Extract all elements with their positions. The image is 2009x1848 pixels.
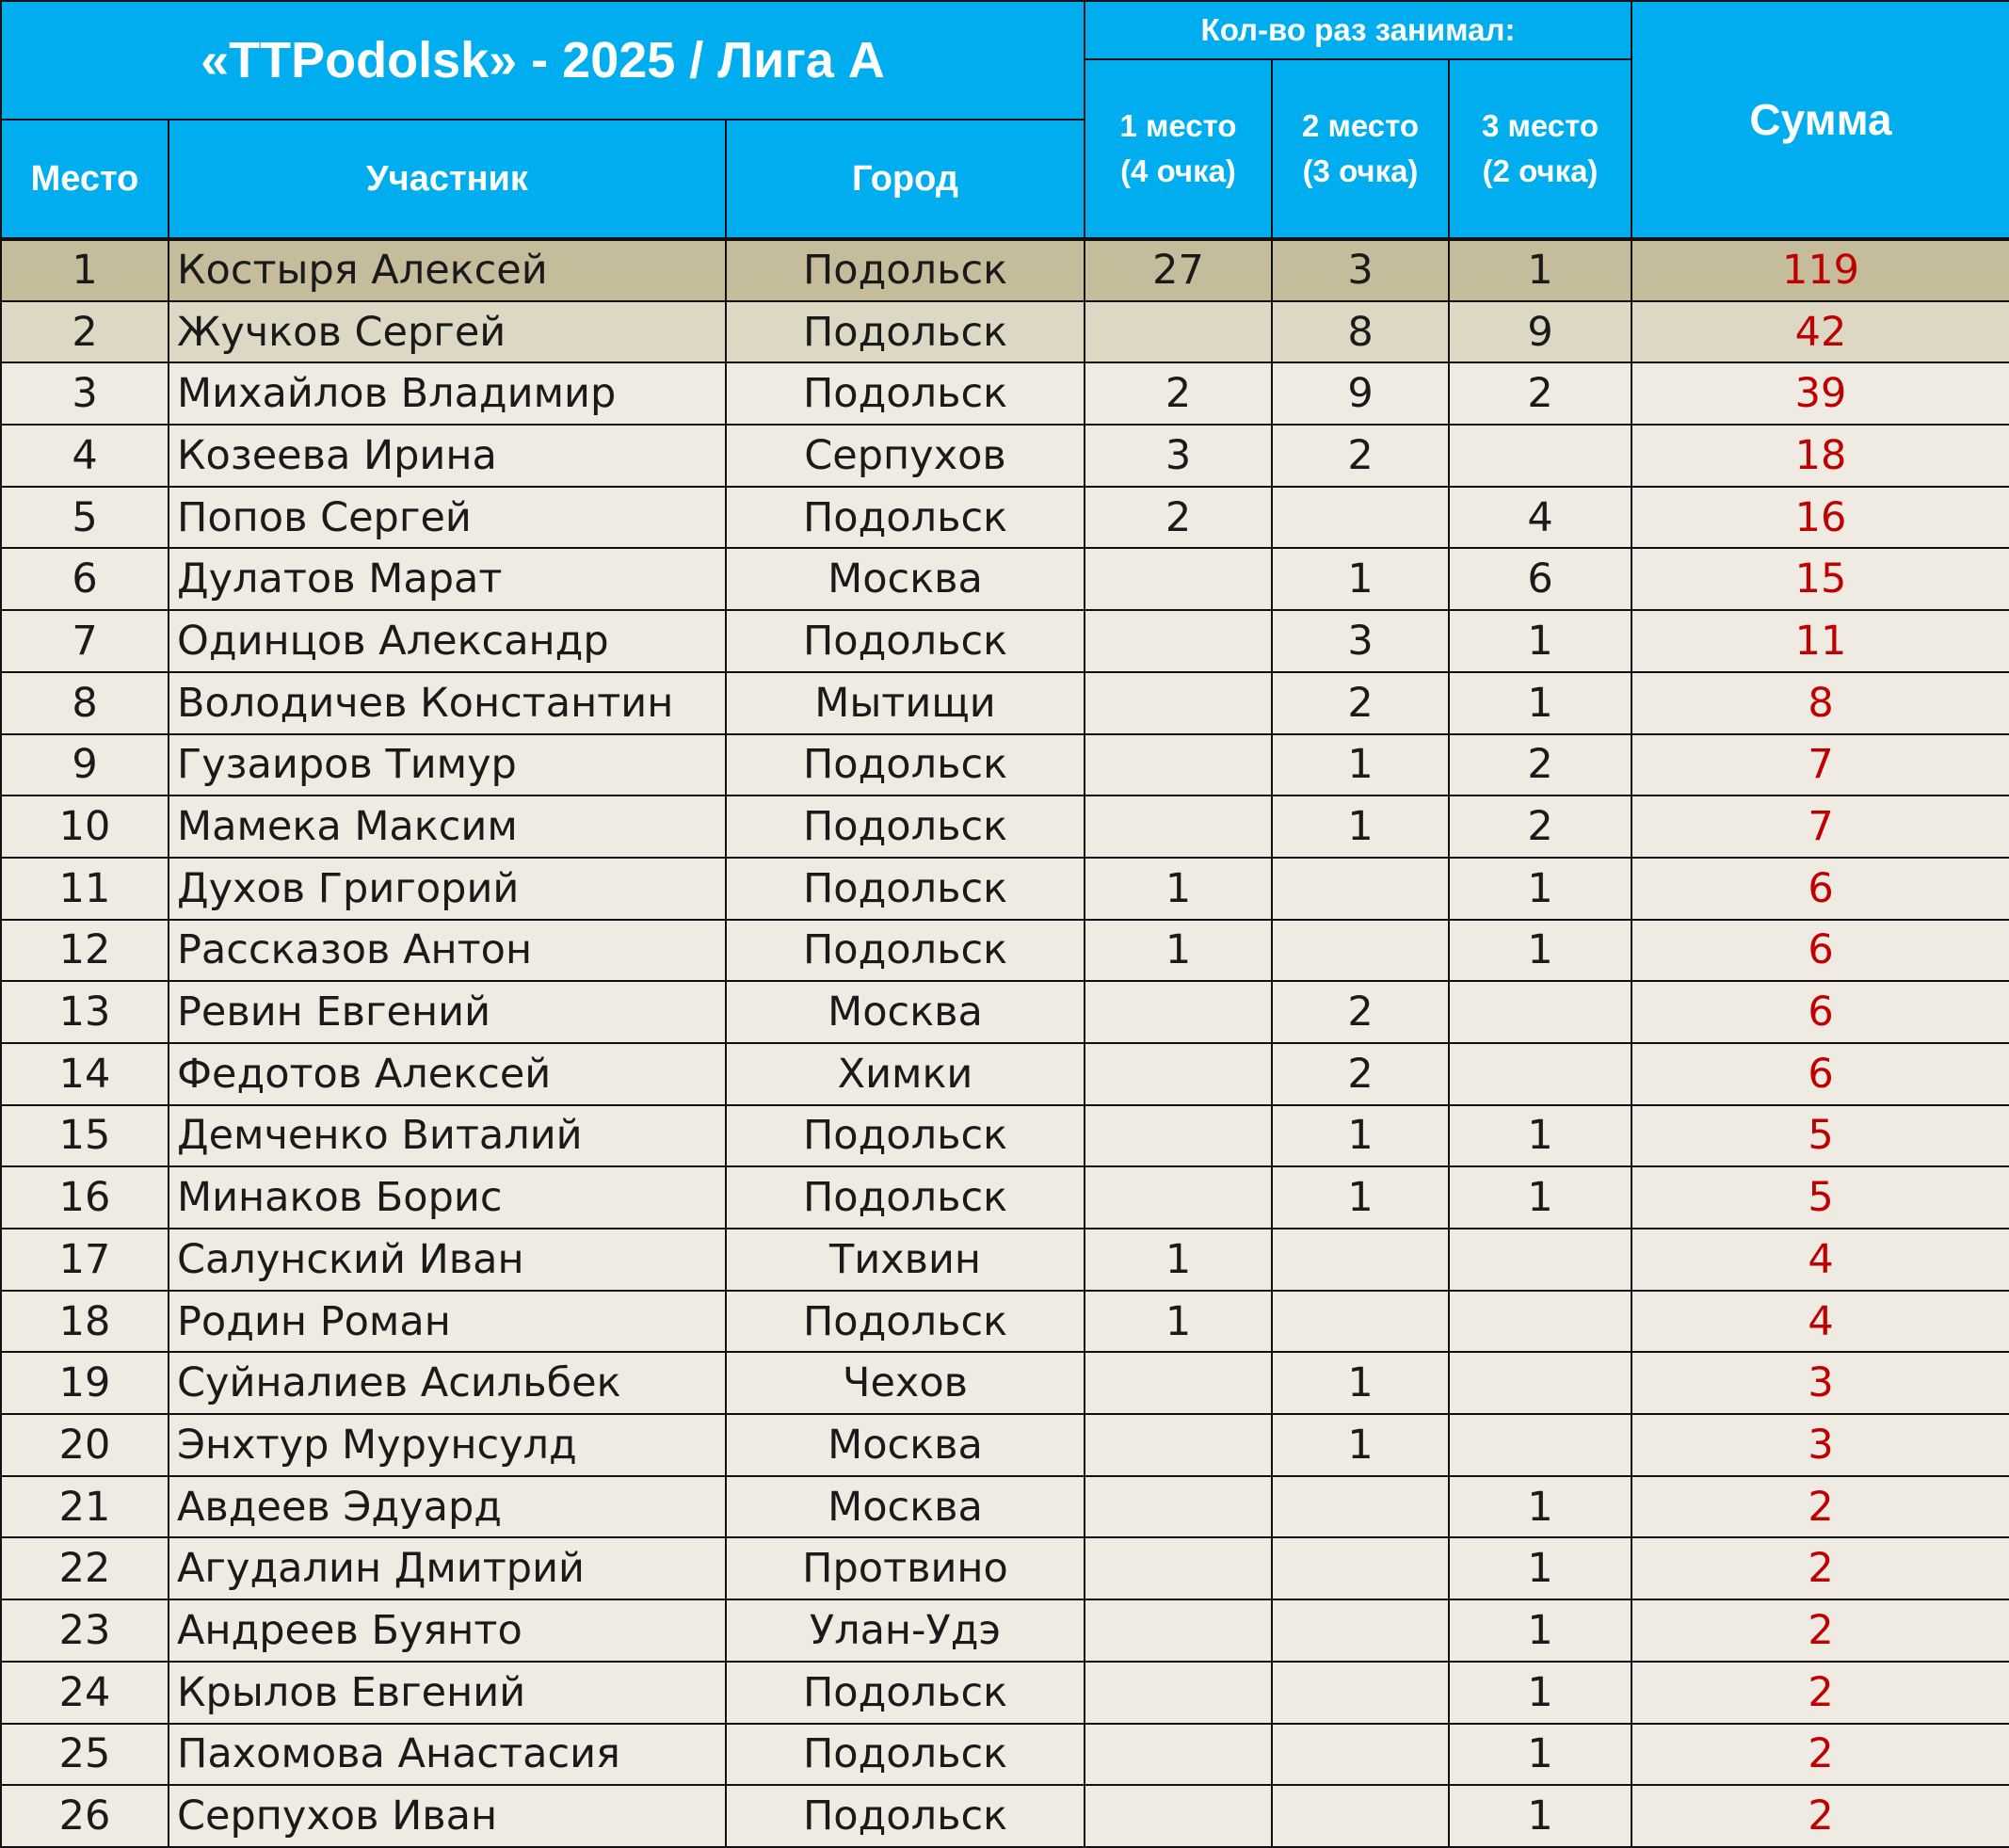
rank-cell: 4 xyxy=(1,425,169,487)
total-cell: 2 xyxy=(1631,1537,2009,1599)
city-cell: Протвино xyxy=(726,1537,1085,1599)
second-place-count-cell xyxy=(1272,1785,1449,1847)
rank-cell: 19 xyxy=(1,1352,169,1414)
city-cell: Москва xyxy=(726,1414,1085,1476)
city-cell: Подольск xyxy=(726,920,1085,982)
rank-cell: 14 xyxy=(1,1043,169,1105)
rank-cell: 3 xyxy=(1,362,169,425)
participant-cell: Дулатов Марат xyxy=(169,548,726,610)
third-place-header xyxy=(1449,59,1631,239)
first-place-count-cell xyxy=(1085,301,1272,363)
third-place-count-cell: 1 xyxy=(1449,1724,1631,1786)
third-place-count-cell xyxy=(1449,981,1631,1043)
rank-cell: 11 xyxy=(1,858,169,920)
total-cell: 2 xyxy=(1631,1599,2009,1662)
participant-cell: Родин Роман xyxy=(169,1291,726,1353)
first-place-count-cell: 2 xyxy=(1085,362,1272,425)
rank-cell: 7 xyxy=(1,610,169,672)
city-cell: Подольск xyxy=(726,1785,1085,1847)
city-cell: Мытищи xyxy=(726,672,1085,734)
third-place-count-cell: 1 xyxy=(1449,239,1631,301)
rank-cell: 22 xyxy=(1,1537,169,1599)
city-cell: Химки xyxy=(726,1043,1085,1105)
first-place-header xyxy=(1085,59,1272,239)
first-place-label: 1 место xyxy=(1119,108,1237,143)
total-cell: 18 xyxy=(1631,425,2009,487)
participant-cell: Костыря Алексей xyxy=(169,239,726,301)
first-place-count-cell xyxy=(1085,1599,1272,1662)
total-cell: 15 xyxy=(1631,548,2009,610)
table-row xyxy=(1,487,2009,549)
table-row xyxy=(1,1724,2009,1786)
participant-cell: Крылов Евгений xyxy=(169,1662,726,1724)
rank-cell: 15 xyxy=(1,1105,169,1167)
rank-header: Место xyxy=(1,120,169,239)
total-cell: 42 xyxy=(1631,301,2009,363)
city-header: Город xyxy=(726,120,1085,239)
total-cell: 6 xyxy=(1631,920,2009,982)
first-place-count-cell: 27 xyxy=(1085,239,1272,301)
table-row xyxy=(1,1352,2009,1414)
city-cell: Тихвин xyxy=(726,1229,1085,1291)
total-cell: 8 xyxy=(1631,672,2009,734)
second-place-count-cell: 1 xyxy=(1272,734,1449,796)
city-cell: Подольск xyxy=(726,301,1085,363)
third-place-count-cell xyxy=(1449,1043,1631,1105)
city-cell: Улан-Удэ xyxy=(726,1599,1085,1662)
third-place-count-cell xyxy=(1449,1352,1631,1414)
table-row xyxy=(1,1043,2009,1105)
total-cell: 4 xyxy=(1631,1229,2009,1291)
second-place-count-cell: 1 xyxy=(1272,1414,1449,1476)
total-cell: 4 xyxy=(1631,1291,2009,1353)
second-place-count-cell: 1 xyxy=(1272,1352,1449,1414)
rank-cell: 5 xyxy=(1,487,169,549)
participant-cell: Духов Григорий xyxy=(169,858,726,920)
first-place-count-cell xyxy=(1085,1785,1272,1847)
second-place-count-cell: 2 xyxy=(1272,425,1449,487)
participant-cell: Володичев Константин xyxy=(169,672,726,734)
participant-cell: Михайлов Владимир xyxy=(169,362,726,425)
table-body xyxy=(1,239,2009,1847)
city-cell: Чехов xyxy=(726,1352,1085,1414)
third-place-count-cell: 1 xyxy=(1449,610,1631,672)
participant-cell: Одинцов Александр xyxy=(169,610,726,672)
second-place-count-cell: 9 xyxy=(1272,362,1449,425)
participant-cell: Гузаиров Тимур xyxy=(169,734,726,796)
third-place-label: 3 место xyxy=(1481,108,1599,143)
rank-cell: 24 xyxy=(1,1662,169,1724)
third-place-count-cell: 2 xyxy=(1449,362,1631,425)
city-cell: Подольск xyxy=(726,734,1085,796)
third-place-count-cell: 1 xyxy=(1449,858,1631,920)
first-place-count-cell: 1 xyxy=(1085,920,1272,982)
table-row xyxy=(1,301,2009,363)
third-place-count-cell xyxy=(1449,1291,1631,1353)
first-place-count-cell xyxy=(1085,672,1272,734)
total-cell: 6 xyxy=(1631,1043,2009,1105)
table-row xyxy=(1,239,2009,301)
table-row xyxy=(1,1476,2009,1538)
first-place-count-cell xyxy=(1085,1352,1272,1414)
rank-cell: 9 xyxy=(1,734,169,796)
table-row xyxy=(1,1229,2009,1291)
table-row xyxy=(1,858,2009,920)
second-place-count-cell xyxy=(1272,920,1449,982)
first-place-count-cell: 1 xyxy=(1085,1229,1272,1291)
table-title: «TTPodolsk» - 2025 / Лига А xyxy=(1,1,1085,120)
rank-cell: 2 xyxy=(1,301,169,363)
table-row xyxy=(1,795,2009,858)
first-place-points: (4 очка) xyxy=(1120,153,1236,188)
total-cell: 5 xyxy=(1631,1166,2009,1229)
first-place-count-cell xyxy=(1085,795,1272,858)
city-cell: Подольск xyxy=(726,1105,1085,1167)
participant-cell: Мамека Максим xyxy=(169,795,726,858)
first-place-count-cell xyxy=(1085,1414,1272,1476)
city-cell: Подольск xyxy=(726,1724,1085,1786)
rank-cell: 8 xyxy=(1,672,169,734)
table-header xyxy=(1,1,2009,239)
third-place-count-cell: 2 xyxy=(1449,795,1631,858)
third-place-count-cell: 1 xyxy=(1449,1105,1631,1167)
rank-cell: 26 xyxy=(1,1785,169,1847)
table-row xyxy=(1,734,2009,796)
table-row xyxy=(1,425,2009,487)
table-row xyxy=(1,1537,2009,1599)
third-place-count-cell: 1 xyxy=(1449,1537,1631,1599)
city-cell: Москва xyxy=(726,548,1085,610)
first-place-count-cell xyxy=(1085,548,1272,610)
table-row xyxy=(1,920,2009,982)
rank-cell: 18 xyxy=(1,1291,169,1353)
total-cell: 16 xyxy=(1631,487,2009,549)
city-cell: Подольск xyxy=(726,795,1085,858)
total-cell: 119 xyxy=(1631,239,2009,301)
third-place-count-cell: 1 xyxy=(1449,1166,1631,1229)
third-place-count-cell xyxy=(1449,1229,1631,1291)
total-cell: 7 xyxy=(1631,795,2009,858)
total-cell: 3 xyxy=(1631,1352,2009,1414)
second-place-count-cell xyxy=(1272,858,1449,920)
first-place-count-cell: 2 xyxy=(1085,487,1272,549)
rank-cell: 12 xyxy=(1,920,169,982)
table-row xyxy=(1,1105,2009,1167)
participant-cell: Серпухов Иван xyxy=(169,1785,726,1847)
city-cell: Подольск xyxy=(726,487,1085,549)
city-cell: Подольск xyxy=(726,1166,1085,1229)
second-place-count-cell xyxy=(1272,1724,1449,1786)
first-place-count-cell: 1 xyxy=(1085,858,1272,920)
third-place-count-cell: 1 xyxy=(1449,920,1631,982)
rank-cell: 6 xyxy=(1,548,169,610)
second-place-count-cell: 2 xyxy=(1272,672,1449,734)
city-cell: Подольск xyxy=(726,610,1085,672)
rank-cell: 20 xyxy=(1,1414,169,1476)
second-place-count-cell xyxy=(1272,1291,1449,1353)
third-place-count-cell: 1 xyxy=(1449,1785,1631,1847)
rank-cell: 17 xyxy=(1,1229,169,1291)
first-place-count-cell xyxy=(1085,1662,1272,1724)
city-cell: Подольск xyxy=(726,858,1085,920)
third-place-count-cell: 1 xyxy=(1449,1662,1631,1724)
participant-cell: Агудалин Дмитрий xyxy=(169,1537,726,1599)
second-place-count-cell xyxy=(1272,487,1449,549)
participant-cell: Рассказов Антон xyxy=(169,920,726,982)
second-place-count-cell: 1 xyxy=(1272,548,1449,610)
total-header: Сумма xyxy=(1631,1,2009,239)
total-cell: 7 xyxy=(1631,734,2009,796)
participant-cell: Авдеев Эдуард xyxy=(169,1476,726,1538)
participant-cell: Демченко Виталий xyxy=(169,1105,726,1167)
third-place-count-cell: 1 xyxy=(1449,1599,1631,1662)
second-place-points: (3 очка) xyxy=(1302,153,1419,188)
second-place-count-cell: 8 xyxy=(1272,301,1449,363)
rank-cell: 25 xyxy=(1,1724,169,1786)
second-place-count-cell: 3 xyxy=(1272,239,1449,301)
rank-cell: 10 xyxy=(1,795,169,858)
city-cell: Подольск xyxy=(726,362,1085,425)
city-cell: Серпухов xyxy=(726,425,1085,487)
second-place-header xyxy=(1272,59,1449,239)
city-cell: Москва xyxy=(726,981,1085,1043)
participant-cell: Жучков Сергей xyxy=(169,301,726,363)
second-place-count-cell: 3 xyxy=(1272,610,1449,672)
participant-cell: Пахомова Анастасия xyxy=(169,1724,726,1786)
participant-header: Участник xyxy=(169,120,726,239)
participant-cell: Козеева Ирина xyxy=(169,425,726,487)
second-place-count-cell: 1 xyxy=(1272,1166,1449,1229)
total-cell: 11 xyxy=(1631,610,2009,672)
city-cell: Подольск xyxy=(726,1662,1085,1724)
second-place-count-cell xyxy=(1272,1476,1449,1538)
first-place-count-cell xyxy=(1085,1476,1272,1538)
total-cell: 6 xyxy=(1631,858,2009,920)
rank-cell: 23 xyxy=(1,1599,169,1662)
third-place-count-cell: 9 xyxy=(1449,301,1631,363)
total-cell: 2 xyxy=(1631,1785,2009,1847)
table-row xyxy=(1,981,2009,1043)
table-row xyxy=(1,1414,2009,1476)
rank-cell: 1 xyxy=(1,239,169,301)
rank-cell: 13 xyxy=(1,981,169,1043)
participant-cell: Андреев Буянто xyxy=(169,1599,726,1662)
second-place-count-cell xyxy=(1272,1662,1449,1724)
second-place-count-cell: 2 xyxy=(1272,981,1449,1043)
city-cell: Москва xyxy=(726,1476,1085,1538)
table-row xyxy=(1,1785,2009,1847)
table-row xyxy=(1,1599,2009,1662)
table-row xyxy=(1,672,2009,734)
third-place-count-cell: 2 xyxy=(1449,734,1631,796)
participant-cell: Суйналиев Асильбек xyxy=(169,1352,726,1414)
participant-cell: Энхтур Мурунсулд xyxy=(169,1414,726,1476)
third-place-count-cell xyxy=(1449,1414,1631,1476)
second-place-count-cell: 1 xyxy=(1272,1105,1449,1167)
first-place-count-cell xyxy=(1085,981,1272,1043)
second-place-label: 2 место xyxy=(1301,108,1420,143)
rank-cell: 16 xyxy=(1,1166,169,1229)
first-place-count-cell: 3 xyxy=(1085,425,1272,487)
first-place-count-cell xyxy=(1085,1537,1272,1599)
city-cell: Подольск xyxy=(726,239,1085,301)
first-place-count-cell xyxy=(1085,1724,1272,1786)
participant-cell: Минаков Борис xyxy=(169,1166,726,1229)
participant-cell: Ревин Евгений xyxy=(169,981,726,1043)
first-place-count-cell xyxy=(1085,734,1272,796)
table-row xyxy=(1,1662,2009,1724)
third-place-points: (2 очка) xyxy=(1482,153,1599,188)
total-cell: 2 xyxy=(1631,1724,2009,1786)
places-count-header: Кол-во раз занимал: xyxy=(1085,1,1631,59)
first-place-count-cell xyxy=(1085,1043,1272,1105)
table-row xyxy=(1,610,2009,672)
table-row xyxy=(1,1291,2009,1353)
total-cell: 6 xyxy=(1631,981,2009,1043)
participant-cell: Салунский Иван xyxy=(169,1229,726,1291)
total-cell: 2 xyxy=(1631,1662,2009,1724)
participant-cell: Федотов Алексей xyxy=(169,1043,726,1105)
total-cell: 2 xyxy=(1631,1476,2009,1538)
total-cell: 39 xyxy=(1631,362,2009,425)
third-place-count-cell xyxy=(1449,425,1631,487)
second-place-count-cell xyxy=(1272,1599,1449,1662)
third-place-count-cell: 1 xyxy=(1449,672,1631,734)
second-place-count-cell: 1 xyxy=(1272,795,1449,858)
second-place-count-cell xyxy=(1272,1229,1449,1291)
table-row xyxy=(1,362,2009,425)
third-place-count-cell: 6 xyxy=(1449,548,1631,610)
total-cell: 3 xyxy=(1631,1414,2009,1476)
second-place-count-cell xyxy=(1272,1537,1449,1599)
table-row xyxy=(1,548,2009,610)
first-place-count-cell xyxy=(1085,610,1272,672)
first-place-count-cell xyxy=(1085,1166,1272,1229)
second-place-count-cell: 2 xyxy=(1272,1043,1449,1105)
city-cell: Подольск xyxy=(726,1291,1085,1353)
participant-cell: Попов Сергей xyxy=(169,487,726,549)
third-place-count-cell: 1 xyxy=(1449,1476,1631,1538)
first-place-count-cell xyxy=(1085,1105,1272,1167)
third-place-count-cell: 4 xyxy=(1449,487,1631,549)
rank-cell: 21 xyxy=(1,1476,169,1538)
total-cell: 5 xyxy=(1631,1105,2009,1167)
first-place-count-cell: 1 xyxy=(1085,1291,1272,1353)
table-row xyxy=(1,1166,2009,1229)
